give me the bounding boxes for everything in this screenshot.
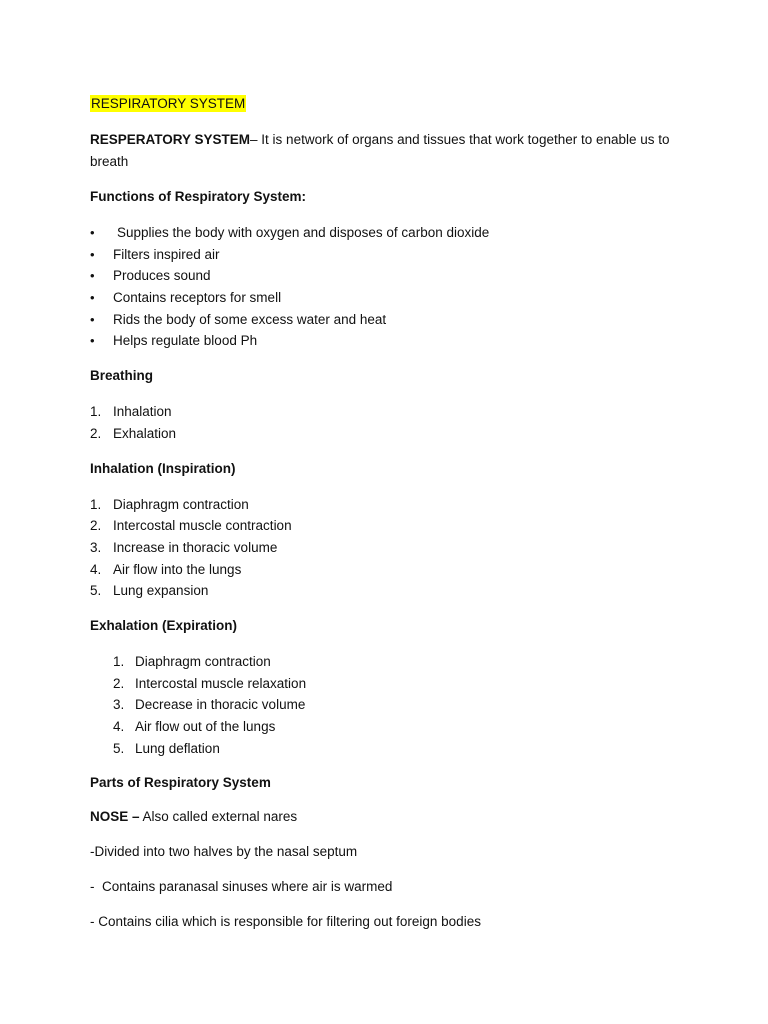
list-item bbox=[90, 537, 680, 559]
list-item-text: Rids the body of some excess water and heat bbox=[113, 311, 387, 327]
list-number: 3. bbox=[113, 697, 125, 713]
list-item-text: Intercostal muscle contraction bbox=[113, 518, 292, 534]
list-item bbox=[90, 694, 680, 716]
list-item-text: Air flow into the lungs bbox=[113, 561, 242, 577]
list-number: 4. bbox=[90, 561, 102, 577]
nose-line: - Contains paranasal sinuses where air is warmed bbox=[90, 879, 393, 895]
list-item bbox=[90, 651, 680, 673]
list-item-text: Inhalation bbox=[113, 404, 172, 420]
list-item-text: Lung expansion bbox=[113, 583, 209, 599]
list-item-text: Decrease in thoracic volume bbox=[135, 697, 306, 713]
inhalation-list bbox=[90, 494, 680, 602]
bullet-icon: • bbox=[90, 290, 95, 306]
functions-heading: Functions of Respiratory System: bbox=[90, 189, 307, 204]
document-title bbox=[90, 94, 680, 113]
bullet-icon: • bbox=[90, 311, 95, 327]
list-item-text: Increase in thoracic volume bbox=[113, 539, 278, 555]
intro-text: – It is network of organs and tissues that work together to enable us to breath bbox=[90, 132, 670, 169]
list-item bbox=[90, 559, 680, 581]
list-item-text: Helps regulate blood Ph bbox=[113, 333, 258, 349]
list-number: 1. bbox=[113, 653, 125, 669]
nose-line: -Divided into two halves by the nasal septum bbox=[90, 844, 358, 860]
intro-paragraph bbox=[90, 129, 680, 173]
list-item bbox=[90, 738, 680, 760]
breathing-list bbox=[90, 401, 680, 444]
exhalation-list bbox=[90, 651, 680, 759]
list-item bbox=[90, 423, 680, 445]
list-item bbox=[90, 309, 680, 331]
list-item-text: Supplies the body with oxygen and disposes of carbon dioxide bbox=[117, 225, 490, 240]
list-item-text: Lung deflation bbox=[135, 740, 220, 756]
document-body bbox=[90, 94, 680, 932]
nose-paragraph bbox=[90, 806, 680, 827]
bullet-icon: • bbox=[90, 333, 95, 349]
list-number: 5. bbox=[113, 740, 125, 756]
list-item bbox=[90, 222, 680, 244]
list-number: 4. bbox=[113, 719, 125, 734]
nose-line: - Contains cilia which is responsible for filtering out foreign bodies bbox=[90, 914, 481, 930]
list-item bbox=[90, 515, 680, 537]
list-number: 2. bbox=[90, 518, 102, 534]
list-item bbox=[90, 287, 680, 309]
functions-list bbox=[90, 222, 680, 352]
list-item-text: Diaphragm contraction bbox=[135, 653, 271, 669]
list-number: 2. bbox=[90, 425, 102, 441]
list-item bbox=[90, 330, 680, 352]
list-item bbox=[90, 580, 680, 602]
nose-text: Also called external nares bbox=[139, 809, 298, 825]
list-item-text: Intercostal muscle relaxation bbox=[135, 675, 307, 691]
list-item-text: Contains receptors for smell bbox=[113, 290, 282, 306]
list-number: 1. bbox=[90, 496, 102, 512]
list-item bbox=[90, 265, 680, 287]
list-item-text: Exhalation bbox=[113, 425, 177, 441]
intro-term: RESPERATORY SYSTEM bbox=[90, 132, 251, 147]
bullet-icon: • bbox=[90, 268, 95, 284]
exhalation-heading: Exhalation (Expiration) bbox=[90, 617, 238, 633]
list-item-text: Filters inspired air bbox=[113, 246, 220, 262]
bullet-icon: • bbox=[90, 246, 95, 262]
list-item-text: Air flow out of the lungs bbox=[135, 719, 276, 734]
bullet-icon: • bbox=[90, 225, 95, 240]
list-item bbox=[90, 401, 680, 423]
highlighted-title: RESPIRATORY SYSTEM bbox=[91, 96, 246, 111]
list-item-text: Diaphragm contraction bbox=[113, 496, 249, 512]
list-item bbox=[90, 716, 680, 738]
list-item bbox=[90, 494, 680, 516]
nose-term: NOSE – bbox=[90, 809, 140, 825]
list-number: 3. bbox=[90, 539, 102, 555]
list-item bbox=[90, 673, 680, 695]
list-number: 1. bbox=[90, 404, 102, 420]
list-number: 2. bbox=[113, 675, 125, 691]
breathing-heading: Breathing bbox=[90, 368, 154, 384]
inhalation-heading: Inhalation (Inspiration) bbox=[90, 460, 236, 476]
parts-heading: Parts of Respiratory System bbox=[90, 775, 271, 791]
list-item bbox=[90, 244, 680, 266]
list-number: 5. bbox=[90, 583, 102, 599]
list-item-text: Produces sound bbox=[113, 268, 211, 284]
